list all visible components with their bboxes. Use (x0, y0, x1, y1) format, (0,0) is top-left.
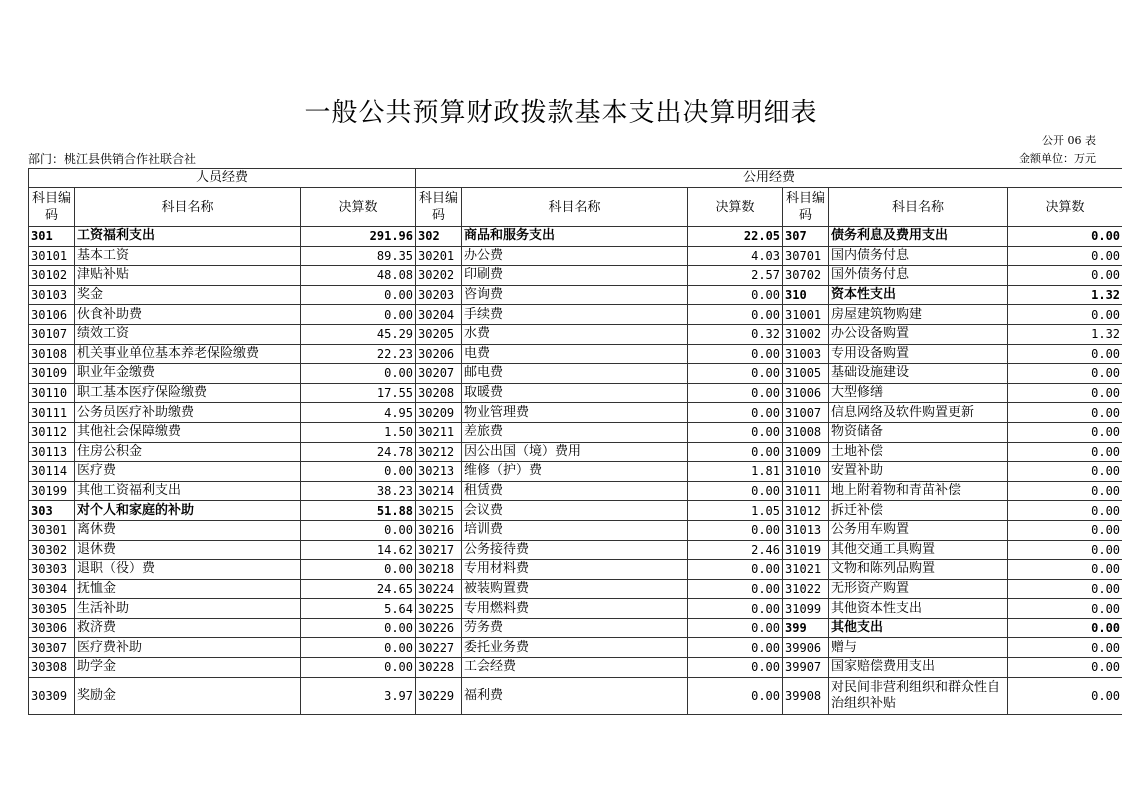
subject-code-cell: 30226 (416, 618, 462, 638)
amount-cell: 0.00 (688, 344, 783, 364)
subject-name-cell: 专用材料费 (462, 560, 688, 580)
subject-code-cell: 30228 (416, 658, 462, 678)
subject-code-cell: 30208 (416, 383, 462, 403)
subject-name-cell: 医疗费补助 (75, 638, 301, 658)
subject-code-cell: 31011 (783, 481, 829, 501)
amount-cell: 0.00 (1008, 422, 1122, 442)
subject-name-cell: 房屋建筑物购建 (829, 305, 1008, 325)
table-row (29, 618, 1122, 638)
table-row (29, 285, 1122, 305)
subject-name-cell: 机关事业单位基本养老保险缴费 (75, 344, 301, 364)
amount-cell: 0.00 (1008, 658, 1122, 678)
subject-code-cell: 303 (29, 501, 75, 521)
table-row (29, 442, 1122, 462)
subject-code-cell: 30303 (29, 560, 75, 580)
subject-code-cell: 31006 (783, 383, 829, 403)
subject-name-cell: 助学金 (75, 658, 301, 678)
subject-code-cell: 30204 (416, 305, 462, 325)
subject-name-cell: 职工基本医疗保险缴费 (75, 383, 301, 403)
amount-cell: 4.03 (688, 246, 783, 266)
table-row (29, 481, 1122, 501)
table-row (29, 677, 1122, 714)
subject-code-cell: 30215 (416, 501, 462, 521)
amount-cell: 0.00 (1008, 677, 1122, 714)
amount-cell: 0.00 (301, 560, 416, 580)
subject-code-cell: 31007 (783, 403, 829, 423)
amount-cell: 14.62 (301, 540, 416, 560)
subject-code-cell: 30106 (29, 305, 75, 325)
amount-cell: 45.29 (301, 324, 416, 344)
subject-code-cell: 30305 (29, 599, 75, 619)
amount-cell: 24.78 (301, 442, 416, 462)
subject-name-cell: 公务用车购置 (829, 520, 1008, 540)
amount-cell: 1.81 (688, 462, 783, 482)
subject-name-cell: 物业管理费 (462, 403, 688, 423)
table-row (29, 501, 1122, 521)
subject-code-cell: 30203 (416, 285, 462, 305)
subject-code-cell: 30202 (416, 266, 462, 286)
subject-code-cell: 30304 (29, 579, 75, 599)
subject-code-cell: 31012 (783, 501, 829, 521)
form-number: 公开 06 表 (1042, 134, 1096, 147)
amount-cell: 1.05 (688, 501, 783, 521)
amount-cell: 0.00 (1008, 599, 1122, 619)
subject-name-cell: 地上附着物和青苗补偿 (829, 481, 1008, 501)
subject-code-cell: 30108 (29, 344, 75, 364)
subject-name-cell: 大型修缮 (829, 383, 1008, 403)
amount-cell: 1.50 (301, 422, 416, 442)
amount-cell: 0.00 (1008, 442, 1122, 462)
subject-name-cell: 国内债务付息 (829, 246, 1008, 266)
subject-code-cell: 30213 (416, 462, 462, 482)
subject-code-cell: 30211 (416, 422, 462, 442)
subject-name-cell: 取暖费 (462, 383, 688, 403)
column-header-code: 科目编码 (416, 188, 462, 227)
amount-cell: 0.00 (688, 422, 783, 442)
amount-cell: 0.00 (688, 638, 783, 658)
subject-name-cell: 退职（役）费 (75, 560, 301, 580)
amount-cell: 0.00 (301, 285, 416, 305)
department-label: 部门：桃江县供销合作社联合社 (28, 152, 197, 166)
subject-name-cell: 水费 (462, 324, 688, 344)
subject-code-cell: 310 (783, 285, 829, 305)
subject-name-cell: 赠与 (829, 638, 1008, 658)
subject-name-cell: 津贴补贴 (75, 266, 301, 286)
subject-code-cell: 30307 (29, 638, 75, 658)
table-row (29, 344, 1122, 364)
subject-code-cell: 39906 (783, 638, 829, 658)
table-row (29, 638, 1122, 658)
subject-name-cell: 手续费 (462, 305, 688, 325)
subject-code-cell: 30702 (783, 266, 829, 286)
subject-code-cell: 307 (783, 227, 829, 247)
subject-name-cell: 被装购置费 (462, 579, 688, 599)
amount-cell: 0.00 (688, 560, 783, 580)
table-row (29, 579, 1122, 599)
subject-code-cell: 31099 (783, 599, 829, 619)
subject-code-cell: 30214 (416, 481, 462, 501)
subject-name-cell: 其他社会保障缴费 (75, 422, 301, 442)
amount-cell: 0.00 (688, 383, 783, 403)
subject-code-cell: 31002 (783, 324, 829, 344)
subject-code-cell: 301 (29, 227, 75, 247)
amount-cell: 0.00 (1008, 540, 1122, 560)
amount-cell: 0.00 (1008, 403, 1122, 423)
subject-name-cell: 抚恤金 (75, 579, 301, 599)
subject-code-cell: 30212 (416, 442, 462, 462)
amount-cell: 5.64 (301, 599, 416, 619)
subject-name-cell: 办公费 (462, 246, 688, 266)
subject-name-cell: 文物和陈列品购置 (829, 560, 1008, 580)
amount-cell: 0.00 (688, 442, 783, 462)
subject-name-cell: 救济费 (75, 618, 301, 638)
subject-code-cell: 30207 (416, 364, 462, 384)
subject-code-cell: 30308 (29, 658, 75, 678)
subject-name-cell: 维修（护）费 (462, 462, 688, 482)
amount-cell: 22.23 (301, 344, 416, 364)
subject-code-cell: 30209 (416, 403, 462, 423)
subject-code-cell: 30217 (416, 540, 462, 560)
subject-name-cell: 伙食补助费 (75, 305, 301, 325)
amount-cell: 0.32 (688, 324, 783, 344)
subject-name-cell: 基本工资 (75, 246, 301, 266)
subject-code-cell: 30225 (416, 599, 462, 619)
subject-code-cell: 30103 (29, 285, 75, 305)
subject-code-cell: 30102 (29, 266, 75, 286)
subject-code-cell: 30302 (29, 540, 75, 560)
expenditure-table (28, 168, 1122, 715)
subject-code-cell: 30301 (29, 520, 75, 540)
subject-code-cell: 30111 (29, 403, 75, 423)
amount-cell: 0.00 (1008, 481, 1122, 501)
subject-name-cell: 专用设备购置 (829, 344, 1008, 364)
subject-name-cell: 对个人和家庭的补助 (75, 501, 301, 521)
subject-name-cell: 生活补助 (75, 599, 301, 619)
column-header-name: 科目名称 (462, 188, 688, 227)
amount-cell: 0.00 (688, 618, 783, 638)
amount-cell: 0.00 (301, 520, 416, 540)
subject-name-cell: 土地补偿 (829, 442, 1008, 462)
subject-name-cell: 公务员医疗补助缴费 (75, 403, 301, 423)
subject-code-cell: 31013 (783, 520, 829, 540)
subject-code-cell: 30309 (29, 677, 75, 714)
amount-cell: 0.00 (301, 462, 416, 482)
subject-name-cell: 资本性支出 (829, 285, 1008, 305)
subject-name-cell: 公务接待费 (462, 540, 688, 560)
amount-unit-label: 金额单位：万元 (1019, 152, 1096, 165)
subject-name-cell: 退休费 (75, 540, 301, 560)
subject-code-cell: 31005 (783, 364, 829, 384)
column-header-name: 科目名称 (75, 188, 301, 227)
subject-name-cell: 对民间非营利组织和群众性自治组织补贴 (829, 677, 1008, 714)
subject-code-cell: 30101 (29, 246, 75, 266)
amount-cell: 0.00 (1008, 579, 1122, 599)
column-header-amount: 决算数 (1008, 188, 1122, 227)
subject-name-cell: 电费 (462, 344, 688, 364)
subject-name-cell: 其他资本性支出 (829, 599, 1008, 619)
subject-name-cell: 培训费 (462, 520, 688, 540)
subject-name-cell: 租赁费 (462, 481, 688, 501)
page-title: 一般公共预算财政拨款基本支出决算明细表 (304, 98, 818, 128)
subject-code-cell: 30113 (29, 442, 75, 462)
subject-code-cell: 399 (783, 618, 829, 638)
subject-name-cell: 劳务费 (462, 618, 688, 638)
amount-cell: 0.00 (1008, 266, 1122, 286)
amount-cell: 4.95 (301, 403, 416, 423)
amount-cell: 0.00 (1008, 618, 1122, 638)
subject-code-cell: 30205 (416, 324, 462, 344)
amount-cell: 0.00 (688, 305, 783, 325)
amount-cell: 0.00 (1008, 364, 1122, 384)
subject-name-cell: 工资福利支出 (75, 227, 301, 247)
group-header-personnel: 人员经费 (29, 169, 416, 188)
subject-name-cell: 福利费 (462, 677, 688, 714)
table-row (29, 540, 1122, 560)
amount-cell: 0.00 (1008, 560, 1122, 580)
subject-name-cell: 住房公积金 (75, 442, 301, 462)
amount-cell: 0.00 (1008, 344, 1122, 364)
column-header-amount: 决算数 (688, 188, 783, 227)
amount-cell: 0.00 (688, 658, 783, 678)
amount-cell: 0.00 (1008, 227, 1122, 247)
subject-code-cell: 30110 (29, 383, 75, 403)
subject-name-cell: 委托业务费 (462, 638, 688, 658)
column-header-name: 科目名称 (829, 188, 1008, 227)
amount-cell: 0.00 (688, 403, 783, 423)
subject-name-cell: 物资储备 (829, 422, 1008, 442)
amount-cell: 1.32 (1008, 285, 1122, 305)
subject-code-cell: 30109 (29, 364, 75, 384)
table-row (29, 305, 1122, 325)
table-row (29, 658, 1122, 678)
table-row (29, 246, 1122, 266)
column-header-amount: 决算数 (301, 188, 416, 227)
amount-cell: 0.00 (301, 364, 416, 384)
amount-cell: 0.00 (688, 520, 783, 540)
subject-code-cell: 30199 (29, 481, 75, 501)
amount-cell: 0.00 (301, 618, 416, 638)
table-row (29, 462, 1122, 482)
subject-name-cell: 信息网络及软件购置更新 (829, 403, 1008, 423)
subject-code-cell: 31001 (783, 305, 829, 325)
amount-cell: 0.00 (1008, 520, 1122, 540)
subject-name-cell: 其他支出 (829, 618, 1008, 638)
amount-cell: 0.00 (1008, 638, 1122, 658)
table-row (29, 422, 1122, 442)
subject-name-cell: 奖励金 (75, 677, 301, 714)
subject-name-cell: 职业年金缴费 (75, 364, 301, 384)
amount-cell: 0.00 (688, 285, 783, 305)
table-row (29, 403, 1122, 423)
subject-name-cell: 奖金 (75, 285, 301, 305)
subject-code-cell: 31021 (783, 560, 829, 580)
amount-cell: 0.00 (1008, 383, 1122, 403)
amount-cell: 0.00 (688, 364, 783, 384)
subject-name-cell: 绩效工资 (75, 324, 301, 344)
subject-code-cell: 39907 (783, 658, 829, 678)
subject-name-cell: 咨询费 (462, 285, 688, 305)
subject-code-cell: 31022 (783, 579, 829, 599)
subject-name-cell: 办公设备购置 (829, 324, 1008, 344)
table-row (29, 383, 1122, 403)
group-header-public: 公用经费 (416, 169, 1122, 188)
subject-code-cell: 31019 (783, 540, 829, 560)
amount-cell: 22.05 (688, 227, 783, 247)
amount-cell: 48.08 (301, 266, 416, 286)
table-row (29, 520, 1122, 540)
subject-code-cell: 31008 (783, 422, 829, 442)
subject-name-cell: 其他工资福利支出 (75, 481, 301, 501)
amount-cell: 0.00 (301, 305, 416, 325)
table-row (29, 364, 1122, 384)
amount-cell: 2.46 (688, 540, 783, 560)
amount-cell: 0.00 (688, 599, 783, 619)
table-row (29, 227, 1122, 247)
amount-cell: 0.00 (1008, 462, 1122, 482)
subject-name-cell: 安置补助 (829, 462, 1008, 482)
amount-cell: 2.57 (688, 266, 783, 286)
subject-name-cell: 商品和服务支出 (462, 227, 688, 247)
amount-cell: 24.65 (301, 579, 416, 599)
subject-code-cell: 31009 (783, 442, 829, 462)
amount-cell: 89.35 (301, 246, 416, 266)
amount-cell: 0.00 (688, 481, 783, 501)
amount-cell: 0.00 (1008, 246, 1122, 266)
subject-code-cell: 30112 (29, 422, 75, 442)
subject-name-cell: 其他交通工具购置 (829, 540, 1008, 560)
amount-cell: 51.88 (301, 501, 416, 521)
subject-name-cell: 无形资产购置 (829, 579, 1008, 599)
subject-name-cell: 差旅费 (462, 422, 688, 442)
subject-code-cell: 30107 (29, 324, 75, 344)
subject-code-cell: 30216 (416, 520, 462, 540)
subject-name-cell: 基础设施建设 (829, 364, 1008, 384)
subject-code-cell: 30224 (416, 579, 462, 599)
amount-cell: 291.96 (301, 227, 416, 247)
subject-name-cell: 债务利息及费用支出 (829, 227, 1008, 247)
amount-cell: 0.00 (1008, 501, 1122, 521)
amount-cell: 0.00 (301, 658, 416, 678)
amount-cell: 0.00 (301, 638, 416, 658)
subject-name-cell: 国家赔偿费用支出 (829, 658, 1008, 678)
subject-code-cell: 39908 (783, 677, 829, 714)
subject-name-cell: 专用燃料费 (462, 599, 688, 619)
table-body (29, 227, 1122, 715)
amount-cell: 3.97 (301, 677, 416, 714)
subject-code-cell: 30227 (416, 638, 462, 658)
column-header-code: 科目编码 (783, 188, 829, 227)
subject-name-cell: 拆迁补偿 (829, 501, 1008, 521)
subject-name-cell: 印刷费 (462, 266, 688, 286)
subject-code-cell: 30206 (416, 344, 462, 364)
amount-cell: 38.23 (301, 481, 416, 501)
amount-cell: 17.55 (301, 383, 416, 403)
amount-cell: 0.00 (688, 579, 783, 599)
subject-name-cell: 离休费 (75, 520, 301, 540)
subject-code-cell: 302 (416, 227, 462, 247)
subject-code-cell: 30701 (783, 246, 829, 266)
column-header-code: 科目编码 (29, 188, 75, 227)
subject-name-cell: 邮电费 (462, 364, 688, 384)
subject-name-cell: 国外债务付息 (829, 266, 1008, 286)
subject-code-cell: 31010 (783, 462, 829, 482)
subject-name-cell: 医疗费 (75, 462, 301, 482)
table-row (29, 560, 1122, 580)
subject-name-cell: 因公出国（境）费用 (462, 442, 688, 462)
subject-code-cell: 31003 (783, 344, 829, 364)
subject-code-cell: 30114 (29, 462, 75, 482)
subject-name-cell: 工会经费 (462, 658, 688, 678)
table-row (29, 266, 1122, 286)
subject-name-cell: 会议费 (462, 501, 688, 521)
subject-code-cell: 30218 (416, 560, 462, 580)
subject-code-cell: 30201 (416, 246, 462, 266)
amount-cell: 1.32 (1008, 324, 1122, 344)
table-row (29, 599, 1122, 619)
subject-code-cell: 30306 (29, 618, 75, 638)
amount-cell: 0.00 (1008, 305, 1122, 325)
subject-code-cell: 30229 (416, 677, 462, 714)
amount-cell: 0.00 (688, 677, 783, 714)
table-row (29, 324, 1122, 344)
